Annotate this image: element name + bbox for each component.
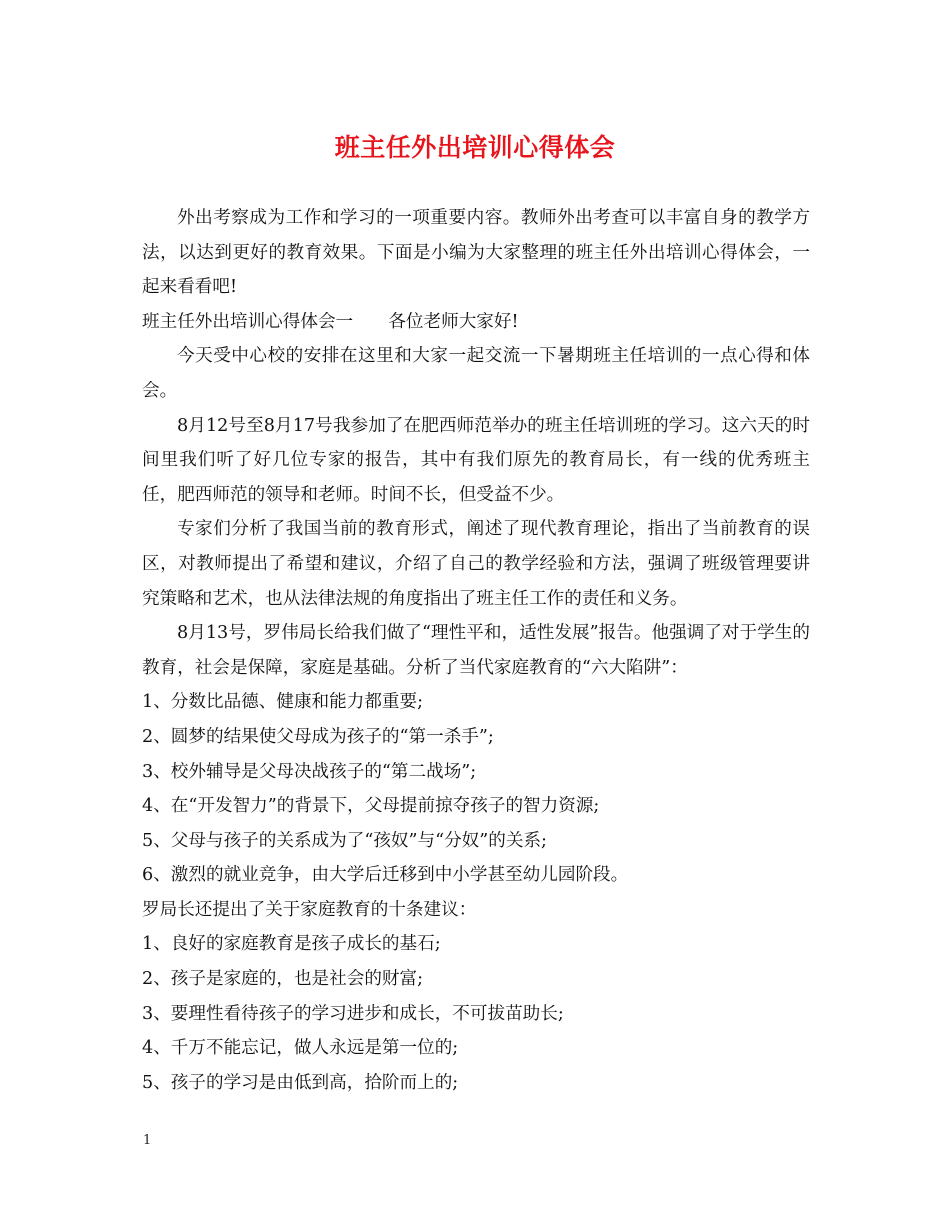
list-item: 2、圆梦的结果使父母成为孩子的“第一杀手”; [142,726,494,747]
document-title: 班主任外出培训心得体会 [334,133,616,162]
list-item: 1、良好的家庭教育是孩子成长的基石; [142,934,441,955]
list-item: 3、要理性看待孩子的学习进步和成长，不可拔苗助长; [142,1003,564,1024]
document-body [142,201,810,1100]
list-item: 1、分数比品德、健康和能力都重要; [142,692,424,713]
paragraph: 专家们分析了我国当前的教育形式，阐述了现代教育理论，指出了当前教育的误区，对教师提出了希望和建议，介绍了自己的教学经验和方法，强调了班级管理要讲究策略和艺术，也从法律法规的角度指出了班主任工作的责任和义务。 [142,519,810,609]
section-heading-paragraph: 班主任外出培训心得体会一 各位老师大家好! [142,311,519,332]
list-item: 6、激烈的就业竞争，由大学后迁移到中小学甚至幼儿园阶段。 [142,865,629,886]
list-item: 2、孩子是家庭的，也是社会的财富; [142,969,424,990]
paragraph: 8月12号至8月17号我参加了在肥西师范举办的班主任培训班的学习。这六天的时间里我们听了好几位专家的报告，其中有我们原先的教育局长，有一线的优秀班主任，肥西师范的领导和老师。时间不长，但受益不少。 [142,415,810,505]
page-number: 1 [143,1133,152,1148]
list-item: 3、校外辅导是父母决战孩子的“第二战场”; [142,761,477,782]
list-item: 4、在“开发智力”的背景下，父母提前掠夺孩子的智力资源; [142,796,600,817]
paragraph: 今天受中心校的安排在这里和大家一起交流一下暑期班主任培训的一点心得和体会。 [142,346,810,401]
paragraph: 8月13号，罗伟局长给我们做了“理性平和，适性发展”报告。他强调了对于学生的教育，社会是保障，家庭是基础。分析了当代家庭教育的“六大陷阱”： [142,623,810,678]
paragraph: 外出考察成为工作和学习的一项重要内容。教师外出考查可以丰富自身的教学方法，以达到更好的教育效果。下面是小编为大家整理的班主任外出培训心得体会，一起来看看吧! [142,208,810,298]
list-item: 4、千万不能忘记，做人永远是第一位的; [142,1038,459,1059]
list-item: 5、孩子的学习是由低到高，拾阶而上的; [142,1072,459,1093]
list-item: 罗局长还提出了关于家庭教育的十条建议： [142,899,477,920]
list-item: 5、父母与孩子的关系成为了“孩奴”与“分奴”的关系; [142,830,547,851]
